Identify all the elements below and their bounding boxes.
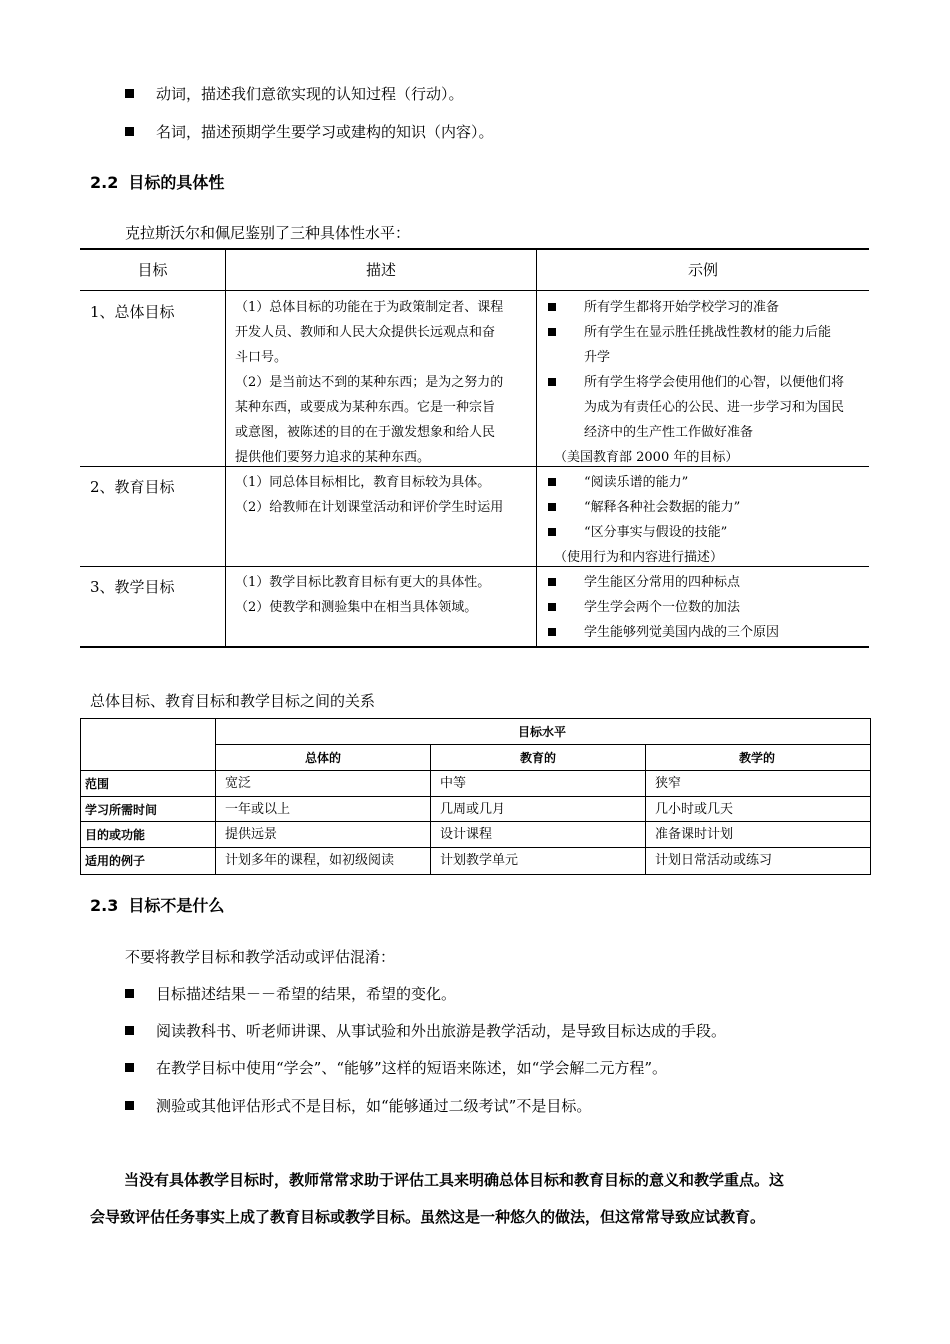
bullet-square-icon [548, 328, 556, 336]
intro-bullet-2: 名词，描述预期学生要学习或建构的知识（内容）。 [125, 122, 494, 142]
table2-col-general: 总体的 [304, 751, 341, 765]
table1-row1-name: 1、总体目标 [90, 303, 175, 321]
table2-cell: 几周或几月 [440, 802, 506, 817]
bullet-square-icon [125, 989, 134, 998]
table2-cell: 设计课程 [440, 827, 493, 842]
specificity-table [80, 248, 869, 648]
list-item: 所有学生在显示胜任挑战性教材的能力后能 升学 [542, 320, 867, 370]
bullet-square-icon [548, 303, 556, 311]
table2-cell: 中等 [440, 776, 467, 791]
bullet-23-2: 阅读教科书、听老师讲课、从事试验和外出旅游是教学活动，是导致目标达成的手段。 [125, 1021, 726, 1041]
bullet-square-icon [548, 478, 556, 486]
bullet-square-icon [548, 528, 556, 536]
table1-header-desc: 描述 [365, 261, 396, 279]
table2-cell: 计划日常活动或练习 [655, 853, 773, 868]
table2-cell: 计划教学单元 [440, 853, 519, 868]
table1-row2-examples [542, 470, 867, 570]
table2-cell: 准备课时计划 [655, 827, 734, 842]
bullet-square-icon [548, 628, 556, 636]
table1-header-goal: 目标 [137, 261, 168, 279]
bullet-square-icon [125, 127, 134, 136]
section-heading-2-2: 2.2 目标的具体性 [90, 173, 225, 192]
section-heading-2-3: 2.3 目标不是什么 [90, 896, 225, 915]
section-intro-2-3: 不要将教学目标和教学活动或评估混淆： [125, 948, 396, 966]
table2-cell: 几小时或几天 [655, 802, 734, 817]
example-note: （美国教育部 2000 年的目标） [554, 450, 739, 465]
table2-row-label: 范围 [85, 777, 110, 791]
table2-cell: 提供远景 [225, 827, 278, 842]
relationship-table [80, 718, 871, 875]
table2-cell: 一年或以上 [225, 802, 291, 817]
list-item: 学生能够列觉美国内战的三个原因 [542, 620, 867, 645]
table1-row1-examples [542, 295, 867, 470]
table1-row3-examples [542, 570, 867, 645]
list-item: 所有学生都将开始学校学习的准备 [542, 295, 867, 320]
table1-row3-desc: （1）教学目标比教育目标有更大的具体性。 （2）使教学和测验集中在相当具体领域。 [235, 575, 491, 615]
table2-col-instructional: 教学的 [738, 751, 775, 765]
bullet-square-icon [125, 1063, 134, 1072]
bullet-23-1: 目标描述结果－－希望的结果，希望的变化。 [125, 984, 456, 1004]
intro-bullet-1: 动词，描述我们意欲实现的认知过程（行动）。 [125, 84, 464, 104]
table1-row3-name: 3、教学目标 [90, 578, 175, 596]
table1-row1-desc: （1）总体目标的功能在于为政策制定者、课程 开发人员、教师和人民大众提供长远观点和奋 斗口号。 （2）是当前达不到的某种东西；是为之努力的 某种东西，或要成为某种东西。它是一种宗旨 或意图，被陈述的目的在于激发想象和给人民 提供他们要努力追求的某种东西。 [235, 300, 504, 465]
table1-row2-name: 2、教育目标 [90, 478, 175, 496]
table2-row-label: 目的或功能 [85, 828, 146, 842]
bullet-square-icon [125, 1026, 134, 1035]
final-paragraph: 当没有具体教学目标时，教师常常求助于评估工具来明确总体目标和教育目标的意义和教学重点。这 会导致评估任务事实上成了教育目标或教学目标。虽然这是一种悠久的做法，但这常常导致应试教育。 [90, 1171, 785, 1226]
table2-col-educational: 教育的 [519, 751, 556, 765]
example-note: （使用行为和内容进行描述） [554, 550, 724, 565]
bullet-23-4: 测验或其他评估形式不是目标，如“能够通过二级考试”不是目标。 [125, 1096, 591, 1116]
table1-row2-desc: （1）同总体目标相比，教育目标较为具体。 （2）给教师在计划课堂活动和评价学生时运用 [235, 475, 504, 515]
bullet-square-icon [548, 578, 556, 586]
section-intro-2-2: 克拉斯沃尔和佩尼鉴别了三种具体性水平： [125, 224, 411, 242]
bullet-square-icon [548, 378, 556, 386]
table2-cell: 计划多年的课程，如初级阅读 [225, 853, 395, 868]
table2-cell: 宽泛 [225, 776, 252, 791]
bullet-square-icon [125, 1101, 134, 1110]
list-item: “解释各种社会数据的能力” [542, 495, 867, 520]
table2-cell: 狭窄 [655, 776, 682, 791]
list-item: 学生学会两个一位数的加法 [542, 595, 867, 620]
relationship-table-caption: 总体目标、教育目标和教学目标之间的关系 [90, 692, 376, 710]
list-item: “区分事实与假设的技能” [542, 520, 867, 545]
table2-group-header: 目标水平 [517, 725, 566, 739]
list-item: 所有学生将学会使用他们的心智，以便他们将 为成为有责任心的公民、进一步学习和为国民 经济中的生产性工作做好准备 [542, 370, 867, 445]
table1-header-example: 示例 [687, 261, 718, 279]
list-item: 学生能区分常用的四种标点 [542, 570, 867, 595]
bullet-23-3: 在教学目标中使用“学会”、“能够”这样的短语来陈述，如“学会解二元方程”。 [125, 1058, 667, 1078]
bullet-square-icon [125, 89, 134, 98]
list-item: “阅读乐谱的能力” [542, 470, 867, 495]
bullet-square-icon [548, 603, 556, 611]
table2-row-label: 适用的例子 [85, 854, 146, 868]
bullet-square-icon [548, 503, 556, 511]
table2-row-label: 学习所需时间 [85, 803, 158, 817]
